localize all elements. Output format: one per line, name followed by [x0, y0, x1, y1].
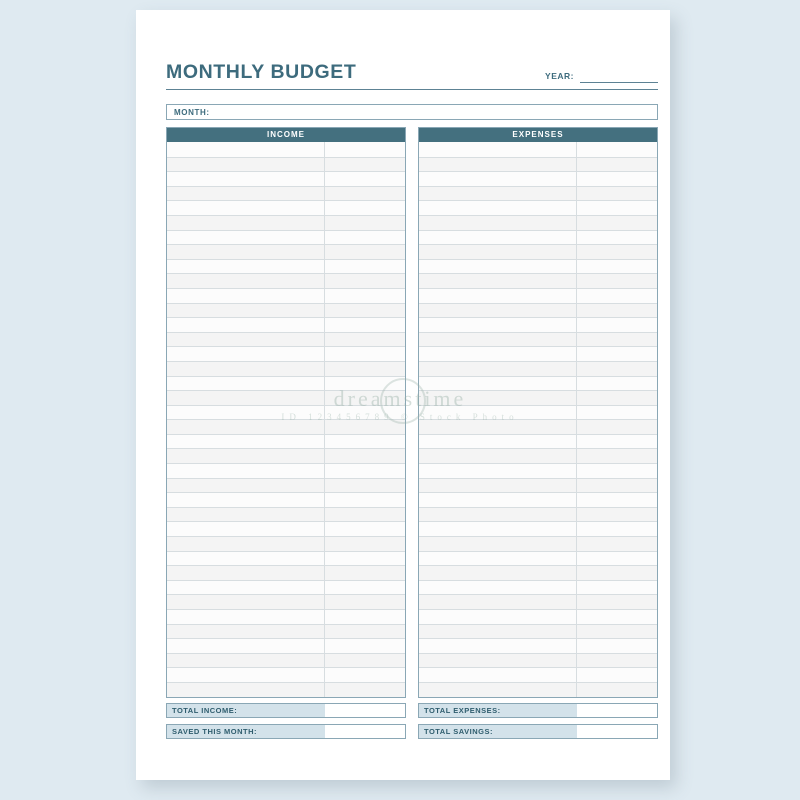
- row-description-cell[interactable]: [419, 654, 577, 668]
- expenses-table: [418, 127, 658, 698]
- table-row[interactable]: [167, 551, 405, 566]
- table-row[interactable]: [167, 390, 405, 405]
- table-row[interactable]: [167, 624, 405, 639]
- row-amount-cell[interactable]: [325, 187, 405, 201]
- row-amount-cell[interactable]: [325, 654, 405, 668]
- table-row[interactable]: [419, 186, 657, 201]
- row-description-cell[interactable]: [167, 508, 325, 522]
- budget-columns: [166, 127, 658, 718]
- total-savings-label: TOTAL SAVINGS:: [419, 725, 577, 738]
- row-description-cell[interactable]: [167, 595, 325, 609]
- row-amount-cell[interactable]: [325, 639, 405, 653]
- row-description-cell[interactable]: [419, 142, 577, 157]
- table-row[interactable]: [419, 521, 657, 536]
- row-description-cell[interactable]: [167, 274, 325, 288]
- saved-this-month-label: SAVED THIS MONTH:: [167, 725, 325, 738]
- row-description-cell[interactable]: [167, 187, 325, 201]
- row-amount-cell[interactable]: [577, 522, 657, 536]
- table-row[interactable]: [167, 653, 405, 668]
- row-description-cell[interactable]: [167, 581, 325, 595]
- row-description-cell[interactable]: [167, 449, 325, 463]
- total-savings-bar[interactable]: [418, 724, 658, 739]
- row-description-cell[interactable]: [419, 318, 577, 332]
- table-row[interactable]: [419, 609, 657, 624]
- row-amount-cell[interactable]: [325, 377, 405, 391]
- row-description-cell[interactable]: [419, 668, 577, 682]
- row-amount-cell[interactable]: [325, 347, 405, 361]
- table-row[interactable]: [167, 405, 405, 420]
- total-expenses-value[interactable]: [577, 704, 657, 717]
- row-description-cell[interactable]: [419, 172, 577, 186]
- income-table-header: INCOME: [167, 128, 405, 142]
- row-amount-cell[interactable]: [577, 464, 657, 478]
- table-row[interactable]: [419, 171, 657, 186]
- table-row[interactable]: [167, 507, 405, 522]
- row-amount-cell[interactable]: [577, 142, 657, 157]
- year-field[interactable]: [545, 70, 658, 84]
- row-description-cell[interactable]: [419, 522, 577, 536]
- row-amount-cell[interactable]: [577, 581, 657, 595]
- table-row[interactable]: [167, 478, 405, 493]
- row-description-cell[interactable]: [167, 260, 325, 274]
- total-income-label: TOTAL INCOME:: [167, 704, 325, 717]
- row-amount-cell[interactable]: [577, 391, 657, 405]
- row-description-cell[interactable]: [167, 216, 325, 230]
- total-income-value[interactable]: [325, 704, 405, 717]
- row-amount-cell[interactable]: [577, 435, 657, 449]
- row-description-cell[interactable]: [167, 566, 325, 580]
- row-description-cell[interactable]: [419, 274, 577, 288]
- expenses-table-header: EXPENSES: [419, 128, 657, 142]
- row-description-cell[interactable]: [419, 508, 577, 522]
- table-row[interactable]: [167, 580, 405, 595]
- table-row[interactable]: [167, 332, 405, 347]
- row-amount-cell[interactable]: [577, 333, 657, 347]
- row-amount-cell[interactable]: [325, 552, 405, 566]
- row-amount-cell[interactable]: [577, 216, 657, 230]
- table-row[interactable]: [419, 157, 657, 172]
- row-description-cell[interactable]: [167, 142, 325, 157]
- row-amount-cell[interactable]: [577, 260, 657, 274]
- row-amount-cell[interactable]: [577, 493, 657, 507]
- row-description-cell[interactable]: [167, 683, 325, 697]
- row-amount-cell[interactable]: [325, 289, 405, 303]
- table-row[interactable]: [167, 361, 405, 376]
- row-amount-cell[interactable]: [577, 654, 657, 668]
- row-amount-cell[interactable]: [577, 318, 657, 332]
- expenses-column: [418, 127, 658, 718]
- table-row[interactable]: [419, 536, 657, 551]
- row-amount-cell[interactable]: [325, 479, 405, 493]
- table-row[interactable]: [167, 521, 405, 536]
- row-amount-cell[interactable]: [577, 479, 657, 493]
- watermark-text: dreamstime: [333, 386, 467, 411]
- row-description-cell[interactable]: [167, 537, 325, 551]
- row-description-cell[interactable]: [167, 435, 325, 449]
- table-row[interactable]: [419, 492, 657, 507]
- row-description-cell[interactable]: [167, 347, 325, 361]
- table-row[interactable]: [419, 215, 657, 230]
- row-description-cell[interactable]: [419, 231, 577, 245]
- total-savings-value[interactable]: [577, 725, 657, 738]
- row-amount-cell[interactable]: [577, 449, 657, 463]
- page-title: MONTHLY BUDGET: [166, 60, 357, 83]
- table-row[interactable]: [167, 288, 405, 303]
- row-amount-cell[interactable]: [577, 245, 657, 259]
- row-amount-cell[interactable]: [325, 683, 405, 697]
- row-amount-cell[interactable]: [325, 420, 405, 434]
- row-amount-cell[interactable]: [325, 610, 405, 624]
- table-row[interactable]: [167, 536, 405, 551]
- row-amount-cell[interactable]: [325, 391, 405, 405]
- table-row[interactable]: [419, 361, 657, 376]
- row-description-cell[interactable]: [419, 610, 577, 624]
- table-row[interactable]: [167, 376, 405, 391]
- table-row[interactable]: [419, 638, 657, 653]
- table-row[interactable]: [167, 142, 405, 157]
- table-row[interactable]: [419, 376, 657, 391]
- table-row[interactable]: [167, 317, 405, 332]
- row-description-cell[interactable]: [419, 158, 577, 172]
- table-row[interactable]: [167, 215, 405, 230]
- income-column: [166, 127, 406, 718]
- table-row[interactable]: [167, 434, 405, 449]
- table-row[interactable]: [419, 565, 657, 580]
- row-amount-cell[interactable]: [325, 625, 405, 639]
- row-description-cell[interactable]: [167, 318, 325, 332]
- row-amount-cell[interactable]: [577, 289, 657, 303]
- row-amount-cell[interactable]: [325, 201, 405, 215]
- row-description-cell[interactable]: [419, 552, 577, 566]
- row-amount-cell[interactable]: [325, 274, 405, 288]
- table-row[interactable]: [167, 259, 405, 274]
- row-amount-cell[interactable]: [325, 493, 405, 507]
- row-description-cell[interactable]: [419, 391, 577, 405]
- row-amount-cell[interactable]: [577, 625, 657, 639]
- table-row[interactable]: [419, 624, 657, 639]
- table-row[interactable]: [419, 667, 657, 682]
- row-amount-cell[interactable]: [325, 508, 405, 522]
- row-amount-cell[interactable]: [577, 566, 657, 580]
- row-description-cell[interactable]: [167, 201, 325, 215]
- table-row[interactable]: [419, 478, 657, 493]
- table-row[interactable]: [167, 230, 405, 245]
- watermark-subtext: ID 123456789 © Stock Photo: [281, 412, 519, 422]
- row-description-cell[interactable]: [167, 552, 325, 566]
- row-description-cell[interactable]: [167, 610, 325, 624]
- table-row[interactable]: [419, 288, 657, 303]
- row-description-cell[interactable]: [167, 391, 325, 405]
- table-row[interactable]: [167, 463, 405, 478]
- row-description-cell[interactable]: [167, 625, 325, 639]
- row-amount-cell[interactable]: [325, 216, 405, 230]
- row-amount-cell[interactable]: [577, 187, 657, 201]
- table-row[interactable]: [167, 346, 405, 361]
- table-row[interactable]: [419, 332, 657, 347]
- table-row[interactable]: [419, 653, 657, 668]
- row-description-cell[interactable]: [419, 581, 577, 595]
- row-description-cell[interactable]: [419, 449, 577, 463]
- row-amount-cell[interactable]: [577, 274, 657, 288]
- table-row[interactable]: [419, 448, 657, 463]
- row-description-cell[interactable]: [167, 158, 325, 172]
- row-description-cell[interactable]: [419, 537, 577, 551]
- row-amount-cell[interactable]: [577, 683, 657, 697]
- row-amount-cell[interactable]: [577, 158, 657, 172]
- table-row[interactable]: [419, 405, 657, 420]
- row-description-cell[interactable]: [167, 333, 325, 347]
- row-description-cell[interactable]: [419, 420, 577, 434]
- row-description-cell[interactable]: [419, 464, 577, 478]
- table-row[interactable]: [167, 171, 405, 186]
- row-description-cell[interactable]: [167, 522, 325, 536]
- row-description-cell[interactable]: [419, 479, 577, 493]
- row-amount-cell[interactable]: [577, 537, 657, 551]
- row-amount-cell[interactable]: [577, 668, 657, 682]
- table-row[interactable]: [419, 244, 657, 259]
- table-row[interactable]: [419, 346, 657, 361]
- row-amount-cell[interactable]: [325, 464, 405, 478]
- total-expenses-label: TOTAL EXPENSES:: [419, 704, 577, 717]
- table-row[interactable]: [419, 303, 657, 318]
- table-row[interactable]: [419, 507, 657, 522]
- table-row[interactable]: [167, 594, 405, 609]
- table-row[interactable]: [167, 186, 405, 201]
- table-row[interactable]: [167, 244, 405, 259]
- total-expenses-bar[interactable]: [418, 703, 658, 718]
- row-amount-cell[interactable]: [325, 449, 405, 463]
- row-description-cell[interactable]: [167, 289, 325, 303]
- row-description-cell[interactable]: [167, 464, 325, 478]
- row-amount-cell[interactable]: [325, 537, 405, 551]
- table-row[interactable]: [419, 230, 657, 245]
- table-row[interactable]: [419, 594, 657, 609]
- row-amount-cell[interactable]: [577, 639, 657, 653]
- row-description-cell[interactable]: [167, 639, 325, 653]
- row-description-cell[interactable]: [419, 216, 577, 230]
- table-row[interactable]: [419, 682, 657, 697]
- row-amount-cell[interactable]: [577, 231, 657, 245]
- budget-sheet: [136, 10, 670, 780]
- row-amount-cell[interactable]: [325, 435, 405, 449]
- row-description-cell[interactable]: [419, 625, 577, 639]
- row-description-cell[interactable]: [419, 347, 577, 361]
- row-amount-cell[interactable]: [577, 552, 657, 566]
- row-description-cell[interactable]: [167, 304, 325, 318]
- row-amount-cell[interactable]: [325, 304, 405, 318]
- table-row[interactable]: [167, 667, 405, 682]
- table-row[interactable]: [167, 157, 405, 172]
- row-amount-cell[interactable]: [577, 377, 657, 391]
- table-row[interactable]: [419, 317, 657, 332]
- row-description-cell[interactable]: [419, 493, 577, 507]
- row-description-cell[interactable]: [167, 362, 325, 376]
- row-amount-cell[interactable]: [577, 362, 657, 376]
- table-row[interactable]: [419, 580, 657, 595]
- row-description-cell[interactable]: [419, 595, 577, 609]
- table-row[interactable]: [419, 273, 657, 288]
- table-row[interactable]: [419, 434, 657, 449]
- row-description-cell[interactable]: [167, 172, 325, 186]
- table-row[interactable]: [167, 419, 405, 434]
- row-amount-cell[interactable]: [325, 668, 405, 682]
- row-amount-cell[interactable]: [577, 406, 657, 420]
- row-amount-cell[interactable]: [325, 522, 405, 536]
- year-input[interactable]: [580, 70, 658, 83]
- table-row[interactable]: [167, 638, 405, 653]
- row-amount-cell[interactable]: [577, 610, 657, 624]
- row-amount-cell[interactable]: [325, 566, 405, 580]
- table-row[interactable]: [167, 200, 405, 215]
- row-description-cell[interactable]: [167, 493, 325, 507]
- row-amount-cell[interactable]: [325, 362, 405, 376]
- row-description-cell[interactable]: [167, 377, 325, 391]
- row-amount-cell[interactable]: [577, 172, 657, 186]
- row-description-cell[interactable]: [167, 406, 325, 420]
- row-description-cell[interactable]: [419, 406, 577, 420]
- row-description-cell[interactable]: [419, 260, 577, 274]
- row-amount-cell[interactable]: [325, 172, 405, 186]
- sheet-content: [166, 46, 658, 739]
- row-amount-cell[interactable]: [325, 260, 405, 274]
- table-row[interactable]: [419, 259, 657, 274]
- saved-this-month-value[interactable]: [325, 725, 405, 738]
- expenses-rows[interactable]: [419, 142, 657, 697]
- income-rows[interactable]: [167, 142, 405, 697]
- row-description-cell[interactable]: [419, 362, 577, 376]
- month-field[interactable]: [166, 104, 658, 120]
- row-amount-cell[interactable]: [325, 406, 405, 420]
- row-description-cell[interactable]: [419, 377, 577, 391]
- row-description-cell[interactable]: [419, 435, 577, 449]
- row-description-cell[interactable]: [419, 683, 577, 697]
- row-description-cell[interactable]: [419, 201, 577, 215]
- table-row[interactable]: [419, 142, 657, 157]
- table-row[interactable]: [419, 419, 657, 434]
- row-description-cell[interactable]: [419, 187, 577, 201]
- row-amount-cell[interactable]: [325, 231, 405, 245]
- year-label: YEAR:: [545, 71, 574, 81]
- row-description-cell[interactable]: [419, 304, 577, 318]
- row-amount-cell[interactable]: [325, 142, 405, 157]
- row-amount-cell[interactable]: [325, 245, 405, 259]
- table-row[interactable]: [419, 551, 657, 566]
- row-amount-cell[interactable]: [577, 347, 657, 361]
- row-description-cell[interactable]: [419, 333, 577, 347]
- table-row[interactable]: [167, 492, 405, 507]
- row-description-cell[interactable]: [419, 289, 577, 303]
- row-amount-cell[interactable]: [325, 158, 405, 172]
- row-description-cell[interactable]: [167, 668, 325, 682]
- row-description-cell[interactable]: [419, 639, 577, 653]
- row-description-cell[interactable]: [167, 420, 325, 434]
- table-row[interactable]: [419, 390, 657, 405]
- summary-row: [166, 724, 658, 739]
- row-amount-cell[interactable]: [577, 420, 657, 434]
- row-amount-cell[interactable]: [577, 595, 657, 609]
- document-header: [166, 46, 658, 84]
- row-amount-cell[interactable]: [577, 304, 657, 318]
- table-row[interactable]: [167, 609, 405, 624]
- row-amount-cell[interactable]: [325, 581, 405, 595]
- row-amount-cell[interactable]: [325, 333, 405, 347]
- table-row[interactable]: [167, 448, 405, 463]
- row-description-cell[interactable]: [167, 245, 325, 259]
- row-description-cell[interactable]: [419, 566, 577, 580]
- total-income-bar[interactable]: [166, 703, 406, 718]
- row-description-cell[interactable]: [419, 245, 577, 259]
- row-description-cell[interactable]: [167, 654, 325, 668]
- table-row[interactable]: [167, 303, 405, 318]
- table-row[interactable]: [167, 565, 405, 580]
- month-label: MONTH:: [174, 107, 210, 117]
- table-row[interactable]: [167, 682, 405, 697]
- table-row[interactable]: [167, 273, 405, 288]
- row-description-cell[interactable]: [167, 479, 325, 493]
- row-amount-cell[interactable]: [325, 595, 405, 609]
- row-amount-cell[interactable]: [577, 508, 657, 522]
- table-row[interactable]: [419, 463, 657, 478]
- table-row[interactable]: [419, 200, 657, 215]
- row-description-cell[interactable]: [167, 231, 325, 245]
- row-amount-cell[interactable]: [325, 318, 405, 332]
- income-table: [166, 127, 406, 698]
- row-amount-cell[interactable]: [577, 201, 657, 215]
- saved-this-month-bar[interactable]: [166, 724, 406, 739]
- title-divider: [166, 89, 658, 90]
